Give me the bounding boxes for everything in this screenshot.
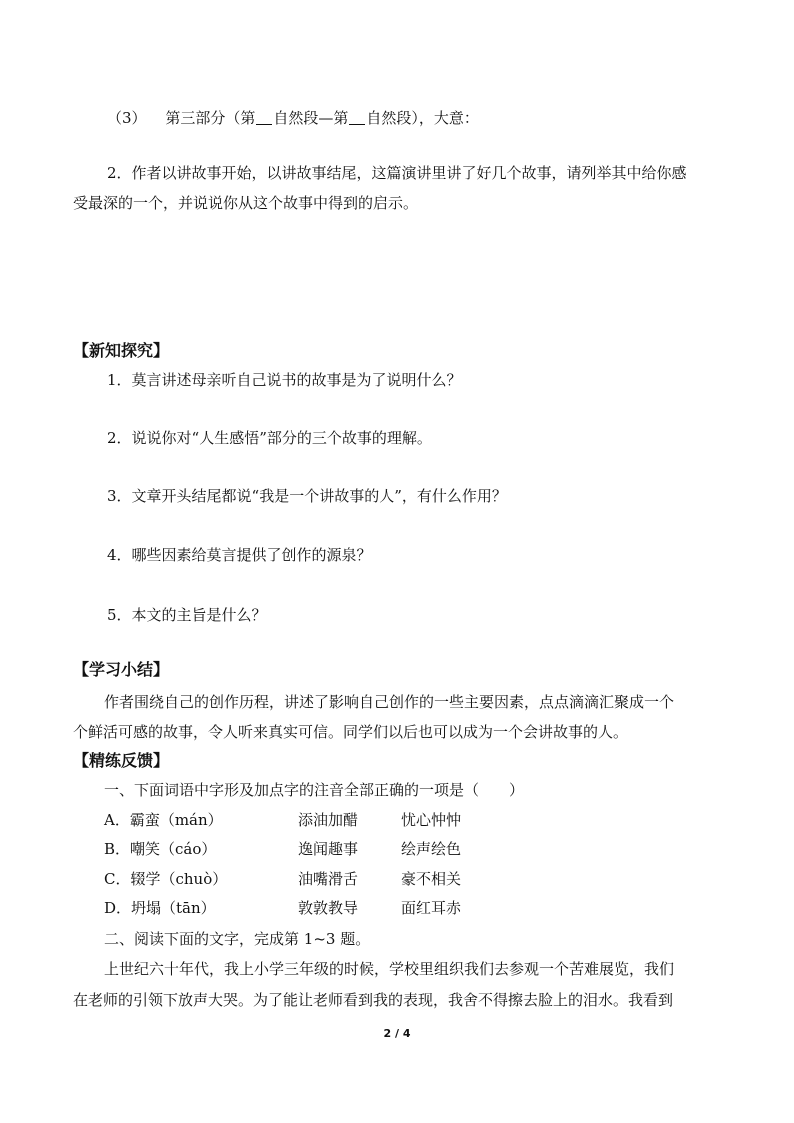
xinzhi-question-4: 4．哪些因素给莫言提供了创作的源泉？ — [107, 546, 372, 564]
page-number: 2 / 4 — [383, 1027, 411, 1040]
option-a-word-2: 添油加醋 — [298, 811, 359, 829]
xiaojie-line1: 作者围绕自己的创作历程，讲述了影响自己创作的一些主要因素，点点滴滴汇聚成一个 — [104, 693, 675, 711]
fankui-heading: 【精练反馈】 — [73, 751, 170, 770]
q2-line1: 2．作者以讲故事开始，以讲故事结尾，这篇演讲里讲了好几个故事，请列举其中给你感 — [107, 164, 687, 182]
option-a-word-3: 忧心忡忡 — [401, 811, 462, 829]
fankui-question-1: 一、下面词语中字形及加点字的注音全部正确的一项是（ ） — [104, 781, 525, 799]
option-b-label: B．嘲笑（cáo） — [104, 840, 217, 858]
xiaojie-heading: 【学习小结】 — [73, 660, 170, 679]
part3-text-b: 自然段—第 — [273, 109, 349, 127]
option-d-word-2: 敦敦教导 — [298, 899, 359, 917]
xinzhi-question-1: 1．莫言讲述母亲听自己说书的故事是为了说明什么？ — [107, 371, 462, 389]
option-d-word-3: 面红耳赤 — [401, 899, 462, 917]
blank-start-paragraph — [256, 110, 272, 125]
option-b-word-2: 逸闻趣事 — [298, 840, 359, 858]
xinzhi-question-5: 5．本文的主旨是什么？ — [107, 606, 267, 624]
xiaojie-line2: 个鲜活可感的故事，令人听来真实可信。同学们以后也可以成为一个会讲故事的人。 — [73, 723, 629, 741]
xinzhi-heading: 【新知探究】 — [73, 341, 170, 360]
xinzhi-question-2: 2．说说你对“人生感悟”部分的三个故事的理解。 — [107, 429, 432, 447]
option-c-word-3: 豪不相关 — [401, 870, 462, 888]
option-a-label: A．霸蛮（mán） — [104, 811, 223, 829]
option-d-label: D．坍塌（tān） — [104, 899, 216, 917]
q2-line2: 受最深的一个，并说说你从这个故事中得到的启示。 — [73, 194, 419, 212]
fankui-question-2: 二、阅读下面的文字，完成第 1~3 题。 — [104, 930, 371, 948]
xinzhi-question-3: 3．文章开头结尾都说“我是一个讲故事的人”，有什么作用？ — [107, 487, 507, 505]
option-c-word-2: 油嘴滑舌 — [298, 870, 359, 888]
option-b-word-3: 绘声绘色 — [401, 840, 462, 858]
part3-text-a: 第三部分（第 — [165, 109, 256, 127]
part3-text-c: 自然段），大意： — [366, 109, 479, 127]
passage-line1: 上世纪六十年代，我上小学三年级的时候，学校里组织我们去参观一个苦难展览，我们 — [104, 960, 675, 978]
part3-number: （3） — [107, 109, 147, 127]
option-c-label: C．辍学（chuò） — [104, 870, 228, 888]
blank-end-paragraph — [349, 110, 365, 125]
part3-line — [107, 108, 479, 128]
passage-line2: 在老师的引领下放声大哭。为了能让老师看到我的表现，我舍不得擦去脸上的泪水。我看到 — [73, 991, 674, 1009]
